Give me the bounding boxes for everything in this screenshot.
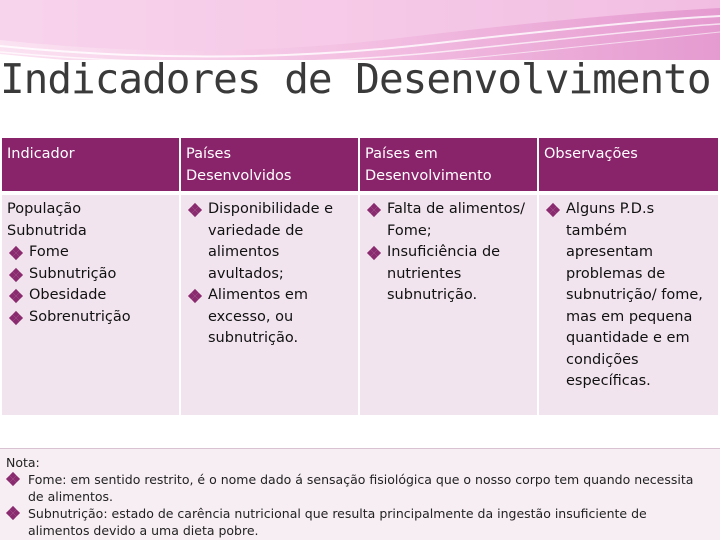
list-item: [7, 285, 174, 307]
list-item: [544, 199, 713, 393]
list-item-text: Alguns P.D.s também apresentam problemas de subnutrição/ fome, mas em pequena quantidade e em condições específicas.: [566, 201, 703, 389]
diamond-bullet-icon: [11, 270, 20, 279]
footnote-item: [6, 471, 712, 505]
diamond-bullet-icon: [190, 291, 199, 300]
list-item-text: Insuficiência de nutrientes subnutrição.: [387, 244, 501, 303]
list-item-text: Falta de alimentos/ Fome;: [387, 201, 526, 239]
desenvolvidos-list: [186, 199, 353, 350]
table-header-row: [2, 138, 718, 191]
list-item-text: Alimentos em excesso, ou subnutrição.: [208, 287, 308, 346]
diamond-bullet-icon: [8, 474, 17, 483]
header-desenvolvidos-text: Países Desenvolvidos: [186, 146, 292, 184]
list-item-text: Subnutrição: [29, 265, 117, 282]
list-item: [365, 199, 532, 242]
diamond-bullet-icon: [548, 205, 557, 214]
list-item: [365, 242, 532, 307]
list-item-text: Sobrenutrição: [29, 308, 131, 325]
diamond-bullet-icon: [11, 313, 20, 322]
header-em-desenvolvimento-text: Países em Desenvolvimento: [365, 146, 492, 184]
diamond-bullet-icon: [369, 205, 378, 214]
footnote-label: Nota:: [6, 455, 40, 470]
diamond-bullet-icon: [11, 248, 20, 257]
header-observacoes: Observações: [539, 138, 718, 191]
cell-desenvolvidos: [181, 191, 358, 415]
diamond-bullet-icon: [190, 205, 199, 214]
em-desenvolvimento-list: [365, 199, 532, 307]
indicador-line: Subnutrida: [7, 222, 87, 239]
list-item: [186, 285, 353, 350]
footnote-text: Subnutrição: estado de carência nutricional que resulta principalmente da ingestão insuficiente de alimentos devido a uma dieta pobre.: [28, 506, 647, 538]
decorative-banner: [0, 0, 720, 60]
diamond-bullet-icon: [8, 508, 17, 517]
observacoes-list: [544, 199, 713, 393]
page-title: Indicadores de Desenvolvimento: [0, 55, 711, 103]
cell-indicador: [2, 191, 179, 415]
list-item-text: Obesidade: [29, 287, 107, 303]
diamond-bullet-icon: [369, 248, 378, 257]
indicador-line: População: [7, 201, 82, 217]
list-item: [7, 307, 174, 329]
cell-em-desenvolvimento: [360, 191, 537, 415]
header-indicador: Indicador: [2, 138, 179, 191]
list-item: [186, 199, 353, 285]
footnote-box: [0, 448, 720, 540]
indicators-table: [0, 138, 720, 415]
list-item: [7, 242, 174, 264]
footnote-list: [6, 471, 712, 539]
footnote-text: Fome: em sentido restrito, é o nome dado á sensação fisiológica que o nosso corpo tem quando necessita de alimentos.: [28, 472, 694, 504]
header-desenvolvidos: [181, 138, 358, 191]
list-item-text: Disponibilidade e variedade de alimentos avultados;: [208, 201, 334, 282]
indicador-list: [7, 242, 174, 328]
header-em-desenvolvimento: [360, 138, 537, 191]
table-row: [2, 191, 718, 415]
list-item: [7, 264, 174, 286]
list-item-text: Fome: [29, 244, 69, 260]
diamond-bullet-icon: [11, 291, 20, 300]
cell-observacoes: [539, 191, 718, 415]
footnote-item: [6, 505, 712, 539]
